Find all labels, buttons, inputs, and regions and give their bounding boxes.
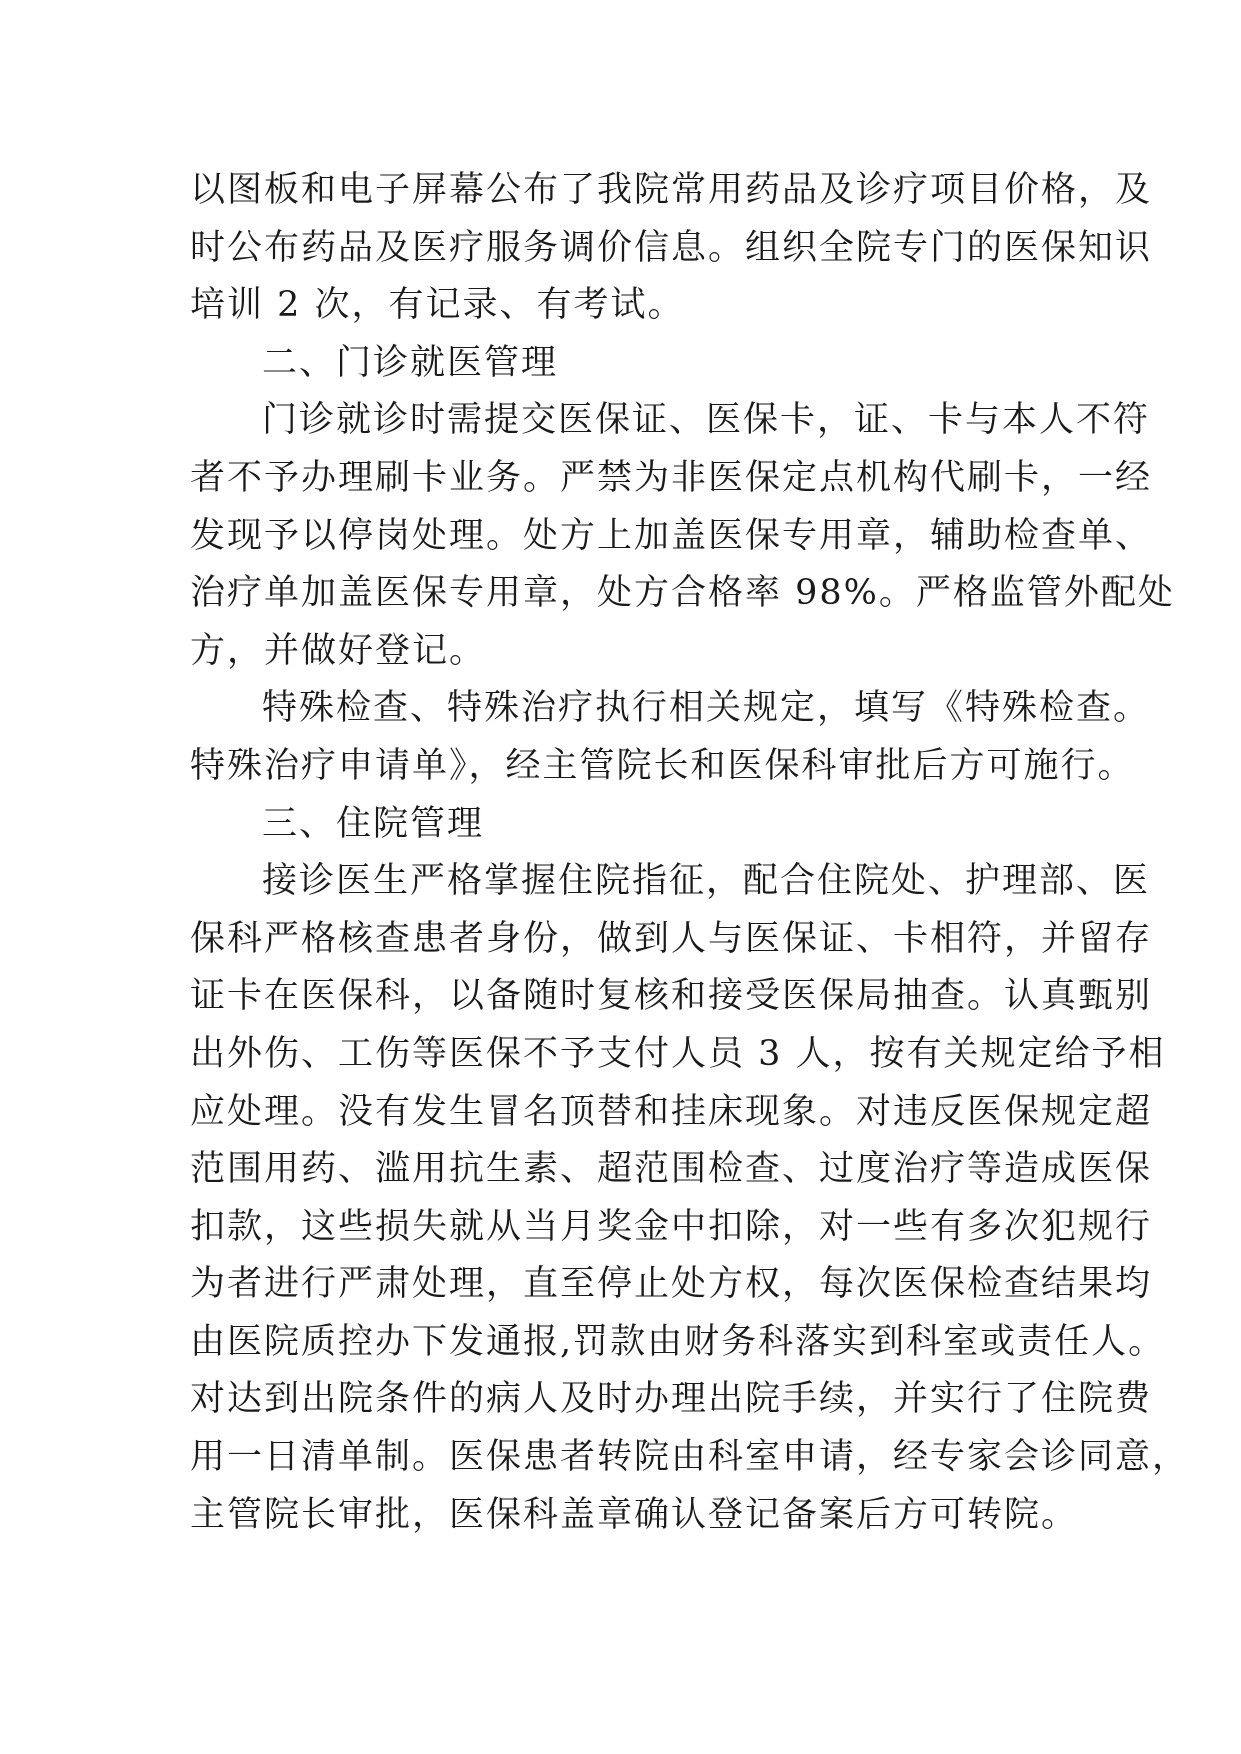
text-line: 时公布药品及医疗服务调价信息。组织全院专门的医保知识: [190, 227, 1153, 268]
text-line: 为者进行严肃处理，直至停止处方权，每次医保检查结果均: [190, 1264, 1153, 1305]
text-line: 门诊就诊时需提交医保证、医保卡，证、卡与本人不符: [262, 400, 1151, 441]
text-line: 保科严格核查患者身份，做到人与医保证、卡相符，并留存: [190, 918, 1153, 959]
text-line: 者不予办理刷卡业务。严禁为非医保定点机构代刷卡，一经: [190, 457, 1153, 498]
text-line: 特殊治疗申请单》，经主管院长和医保科审批后方可施行。: [190, 745, 1135, 786]
text-line: 证卡在医保科，以备随时复核和接受医保局抽查。认真甄别: [190, 976, 1153, 1017]
text-line: 用一日清单制。医保患者转院由科室申请，经专家会诊同意，: [190, 1437, 1190, 1478]
text-line: 发现予以停岗处理。处方上加盖医保专用章，辅助检查单、: [190, 515, 1153, 556]
text-line: 由医院质控办下发通报,罚款由财务科落实到科室或责任人。: [190, 1321, 1166, 1362]
text-line: 主管院长审批，医保科盖章确认登记备案后方可转院。: [190, 1494, 1079, 1535]
text-line: 二、门诊就医管理: [262, 342, 559, 383]
text-line: 特殊检查、特殊治疗执行相关规定，填写《特殊检查。: [262, 688, 1151, 729]
text-line: 培训 2 次，有记录、有考试。: [190, 285, 685, 326]
document-body: [190, 162, 1190, 1544]
text-line: 扣款，这些损失就从当月奖金中扣除，对一些有多次犯规行: [190, 1206, 1153, 1247]
text-line: 对达到出院条件的病人及时办理出院手续，并实行了住院费: [190, 1379, 1153, 1420]
text-line: 治疗单加盖医保专用章，处方合格率 98%。严格监管外配处: [190, 573, 1175, 614]
text-line: 三、住院管理: [262, 803, 485, 844]
text-line: 范围用药、滥用抗生素、超范围检查、过度治疗等造成医保: [190, 1149, 1153, 1190]
text-line: 方，并做好登记。: [190, 630, 487, 671]
text-line: 接诊医生严格掌握住院指征，配合住院处、护理部、医: [262, 861, 1151, 902]
text-line: 应处理。没有发生冒名顶替和挂床现象。对违反医保规定超: [190, 1091, 1153, 1132]
text-line: 以图板和电子屏幕公布了我院常用药品及诊疗项目价格，及: [190, 170, 1153, 210]
text-line: 出外伤、工伤等医保不予支付人员 3 人，按有关规定给予相: [190, 1033, 1166, 1074]
